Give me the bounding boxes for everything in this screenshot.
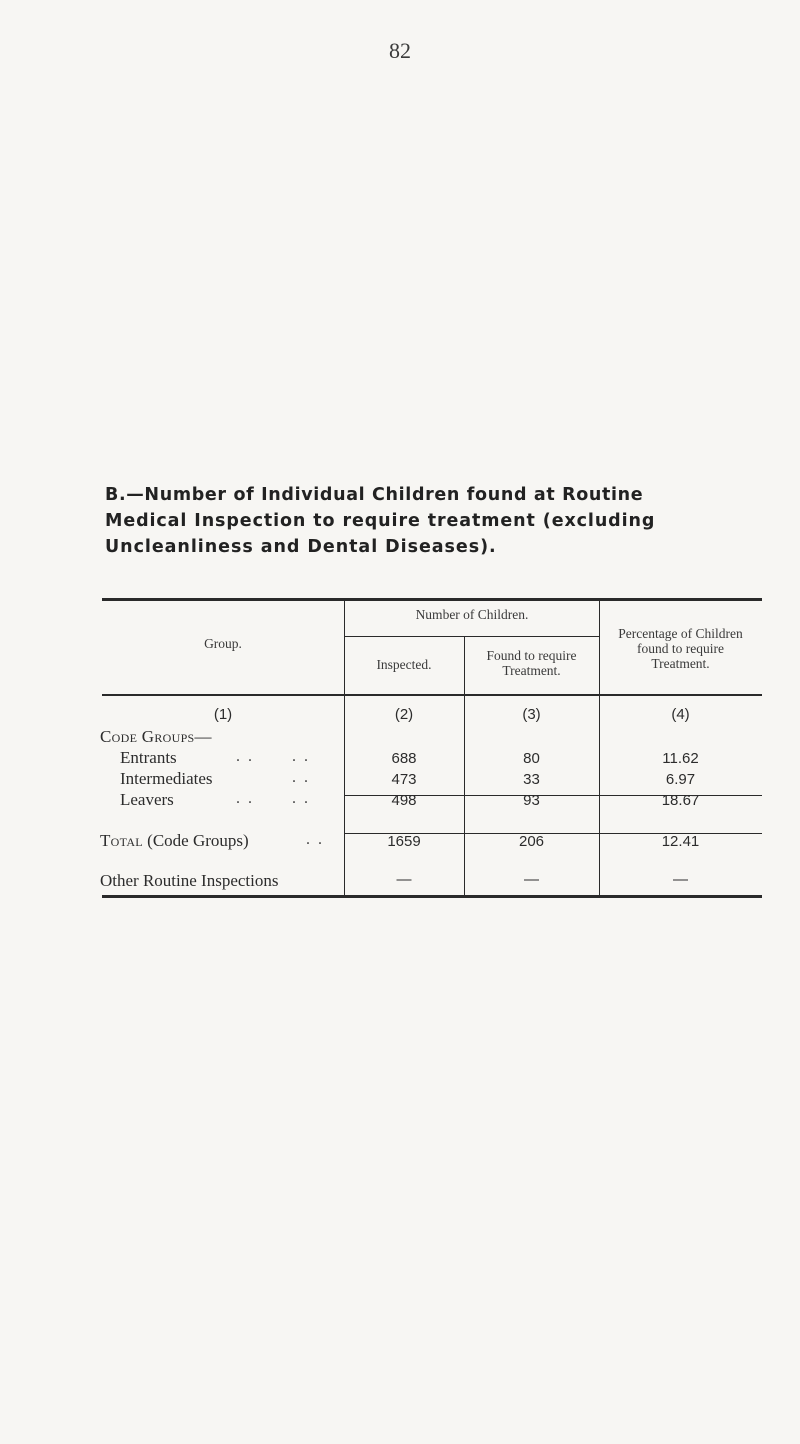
section-label-code-groups: Code Groups— [100,727,212,746]
leader-dots: . . [236,790,254,807]
column-number-4: (4) [671,706,690,723]
heading-line-1: B.—Number of Individual Children found at Routine [105,485,644,505]
column-number-3: (3) [522,706,541,723]
cell-inspected-intermediates: 473 [391,771,417,788]
cell-inspected-entrants: 688 [391,750,417,767]
cell-percentage-intermediates: 6.97 [665,771,696,788]
bottom-border [102,895,762,898]
column-divider-1 [344,598,345,895]
cell-found-intermediates: 33 [523,771,540,788]
header-percentage-line-2: found to require [637,641,724,656]
leader-dots: . . [306,831,324,848]
cell-percentage-leavers: 18.67 [661,792,700,809]
row-label-leavers: Leavers [120,790,174,809]
row-label-entrants: Entrants [120,748,177,767]
total-label-smallcaps: Total [100,831,143,850]
header-percentage-line-1: Percentage of Children [618,626,743,641]
header-group: Group. [204,636,242,651]
header-number-of-children: Number of Children. [415,607,529,622]
cell-found-entrants: 80 [523,750,540,767]
top-border [102,598,762,601]
row-label-intermediates: Intermediates [120,769,213,788]
header-inspected: Inspected. [376,657,432,672]
cell-found-total: 206 [518,833,545,850]
column-number-2: (2) [394,706,414,723]
heading-line-3: Uncleanliness and Dental Diseases). [105,537,497,557]
heading-line-2: Medical Inspection to require treatment (excluding [105,511,656,531]
inspection-table [100,598,762,890]
row-label-other: Other Routine Inspections [100,871,279,890]
cell-inspected-leavers: 498 [391,792,417,809]
cell-inspected-total: 1659 [387,833,421,850]
cell-percentage-entrants: 11.62 [662,750,699,767]
page-number: 82 [389,38,411,63]
cell-percentage-other: — [673,871,688,888]
header-found-line-2: Treatment. [502,663,561,678]
table-heading [105,482,765,560]
leader-dots: . . [236,748,254,765]
header-bottom-rule [102,694,762,696]
cell-inspected-other: — [396,871,412,888]
cell-percentage-total: 12.41 [661,833,700,850]
leader-dots: . . [292,790,310,807]
column-number-1: (1) [213,706,233,723]
cell-found-leavers: 93 [523,792,540,809]
subheader-rule [344,636,600,637]
cell-found-other: — [524,871,539,888]
leader-dots: . . [292,748,310,765]
total-label-rest: (Code Groups) [147,831,249,850]
row-label-total [100,831,249,851]
header-percentage-line-3: Treatment. [651,656,710,671]
header-found-line-1: Found to require [486,648,577,663]
leader-dots: . . [292,769,310,786]
